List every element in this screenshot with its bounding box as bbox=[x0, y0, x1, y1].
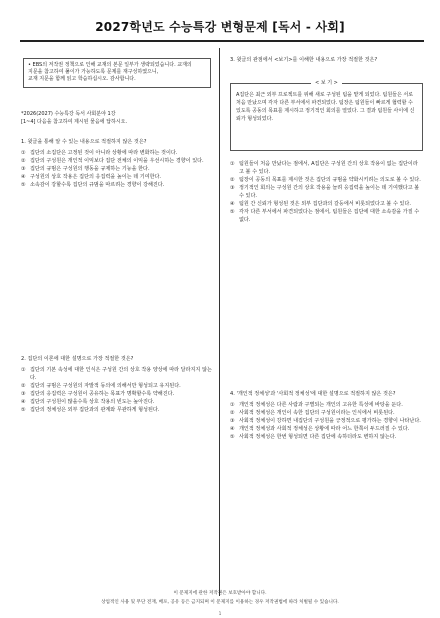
question-2 bbox=[21, 355, 213, 414]
example-box-label: < 보 기 > bbox=[311, 79, 342, 87]
example-box bbox=[230, 80, 423, 151]
answer-option[interactable]: ⑤ 집단의 정체성은 외부 집단과의 관계와 무관하게 형성된다. bbox=[21, 407, 160, 413]
question-stem: 4. '개인적 정체성'과 '사회적 정체성'에 대한 설명으로 적절하지 않은 것은? bbox=[230, 391, 396, 397]
answer-option[interactable]: ③ 정기적인 회의는 구성원 간의 상호 작용을 늘려 응집력을 높이는 데 기여했다고 볼 수 있다. bbox=[230, 185, 420, 199]
question-3-stem-wrap bbox=[230, 56, 422, 67]
answer-option[interactable]: ④ 집단의 구성원이 많을수록 상호 작용의 빈도는 높아진다. bbox=[21, 399, 155, 405]
copyright-notice-box bbox=[23, 58, 211, 88]
answer-option[interactable]: ④ 팀원 간 신뢰가 형성된 것은 외부 집단과의 갈등에서 비롯되었다고 볼 수 있다. bbox=[230, 201, 411, 207]
question-4 bbox=[230, 390, 422, 441]
question-stem: 3. 윗글의 관점에서 <보기>를 이해한 내용으로 가장 적절한 것은? bbox=[230, 57, 378, 63]
column-divider bbox=[219, 48, 220, 596]
footer-legal-line: 상업적인 사용 및 무단 전재, 배포, 공유 등은 금지되며 이 문제지를 이용하는 경우 저작권법에 따라 처벌될 수 있습니다. bbox=[101, 600, 339, 605]
example-box-text: A집단은 최근 외부 프로젝트를 위해 새로 구성된 팀을 맡게 되었다. 팀원들은 서로 처음 만났으며 각자 다른 부서에서 파견되었다. 팀장은 팀원들이 빠르게 협력할 수 있도록 공동의 목표를 제시하고 정기적인 회의를 열었다. 그 결과 팀원들 사이에 신뢰가 형성되었다. bbox=[236, 92, 415, 122]
page-title: 2027학년도 수능특강 변형문제 [독서 - 사회] bbox=[95, 20, 345, 34]
footer-copyright-line: 이 문제지에 관한 저작권은 보호받아야 합니다. bbox=[173, 591, 267, 596]
answer-option[interactable]: ④ 개인적 정체성과 사회적 정체성은 상황에 따라 어느 한쪽이 두드러질 수 있다. bbox=[230, 426, 410, 432]
answer-option[interactable]: ② 팀장이 공동의 목표를 제시한 것은 집단의 규범을 약화시키려는 의도로 볼 수 있다. bbox=[230, 177, 421, 183]
answer-option[interactable]: ⑤ 소속감이 강할수록 집단의 규범을 따르려는 경향이 강해진다. bbox=[21, 182, 165, 188]
answer-option[interactable]: ① 집단의 소집단은 고정된 것이 아니라 상황에 따라 변화하는 것이다. bbox=[21, 150, 178, 156]
question-stem: 2. 집단의 이론에 대한 설명으로 가장 적절한 것은? bbox=[21, 356, 134, 362]
source-label: *2026(2027) 수능특강 독서 사회분야 1강 bbox=[21, 111, 116, 117]
title-underline bbox=[20, 40, 424, 42]
answer-option[interactable]: ③ 집단의 응집력은 구성원이 공유하는 목표가 명확할수록 약해진다. bbox=[21, 391, 175, 397]
source-info bbox=[21, 111, 211, 126]
answer-option[interactable]: ① 개인적 정체성은 다른 사람과 구별되는 개인의 고유한 특성에 바탕을 둔다. bbox=[230, 402, 403, 408]
answer-option[interactable]: ② 사회적 정체성은 개인이 속한 집단의 구성원이라는 인식에서 비롯된다. bbox=[230, 410, 395, 416]
answer-option[interactable]: ⑤ 각자 다른 부서에서 파견되었다는 점에서, 팀원들은 집단에 대한 소속감을 가질 수 없다. bbox=[230, 209, 420, 223]
answer-option[interactable]: ② 집단의 규범은 구성원의 자발적 동의에 의해서만 형성되고 유지된다. bbox=[21, 383, 181, 389]
answer-option[interactable]: ③ 집단의 규범은 구성원의 행동을 규제하는 기능을 한다. bbox=[21, 166, 150, 172]
answer-option[interactable]: ④ 구성원의 상호 작용은 집단의 응집력을 높이는 데 기여한다. bbox=[21, 174, 162, 180]
notice-line: • EBS의 저작권 정책으로 인해 교재의 본문 일부가 생략되었습니다. 교재의 bbox=[28, 62, 192, 68]
answer-option[interactable]: ① 팀원들이 처음 만났다는 점에서, A집단은 구성원 간의 상호 작용이 없는 집단이라고 볼 수 있다. bbox=[230, 161, 418, 175]
answer-option[interactable]: ⑤ 사회적 정체성은 한번 형성되면 다른 집단에 속하더라도 변하지 않는다. bbox=[230, 434, 397, 440]
instruction-text: [1~4] 다음을 참고하여 제시된 물음에 답하시오. bbox=[21, 118, 128, 125]
notice-line: 지문을 참고하여 풀이가 가능하도록 문제를 재구성하였으니, bbox=[28, 69, 159, 75]
page-number: 1 bbox=[218, 611, 222, 616]
question-1 bbox=[21, 138, 213, 189]
question-3-options bbox=[230, 160, 422, 224]
notice-line: 교재 지문을 함께 읽고 학습하십시오. 감사합니다. bbox=[28, 76, 136, 82]
question-stem: 1. 윗글을 통해 알 수 있는 내용으로 적절하지 않은 것은? bbox=[21, 139, 147, 145]
answer-option[interactable]: ① 집단의 기본 속성에 대한 인식은 구성원 간의 상호 작용 양상에 따라 달라지지 않는다. bbox=[21, 367, 212, 381]
answer-option[interactable]: ③ 사회적 정체성이 강하면 내집단의 구성원을 긍정적으로 평가하는 경향이 나타난다. bbox=[230, 418, 421, 424]
answer-option[interactable]: ② 집단의 구성원은 개인적 이익보다 집단 전체의 이익을 우선시하는 경향이 있다. bbox=[21, 158, 204, 164]
